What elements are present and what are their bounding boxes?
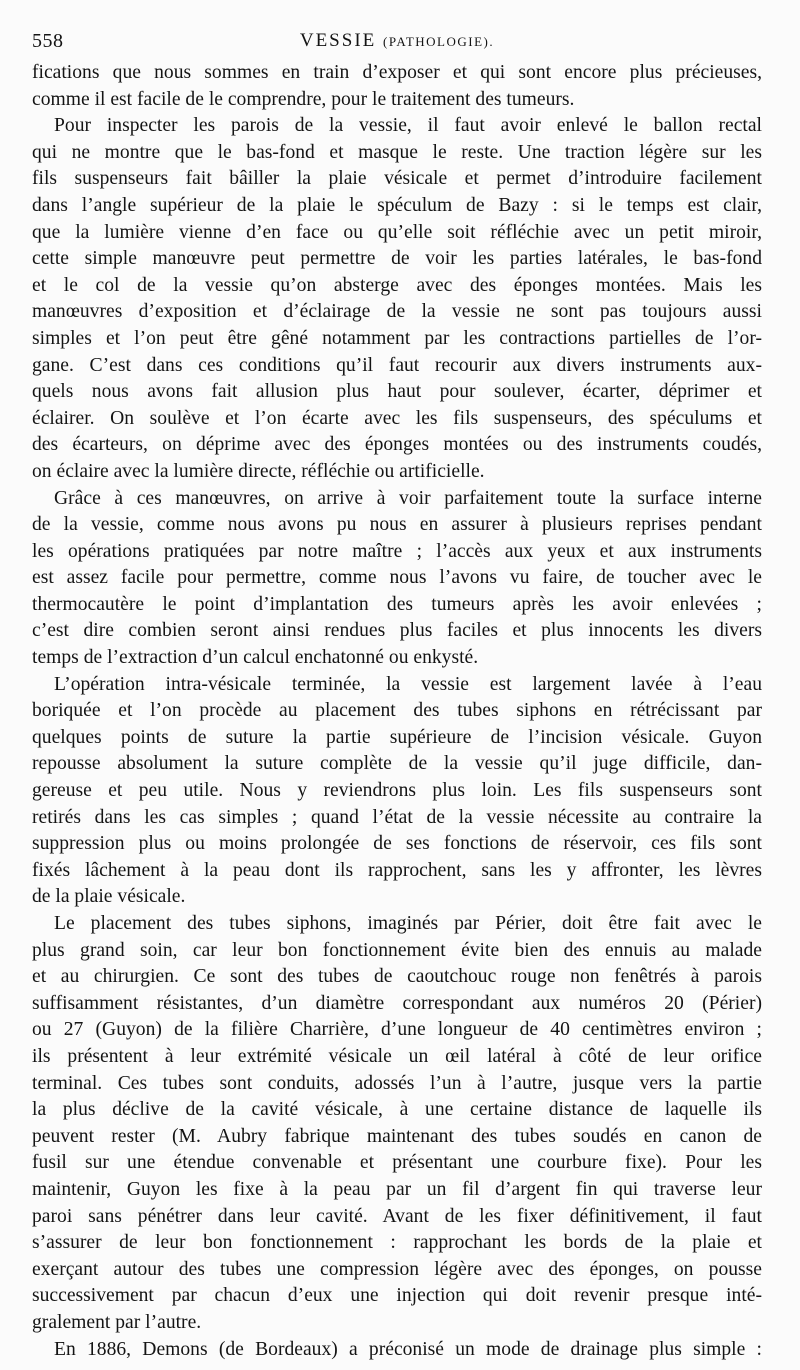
- text-line: terminal. Ces tubes sont conduits, adossés l’un à l’autre, jusque vers la partie: [32, 1072, 762, 1094]
- text-line: fils suspenseurs fait bâiller la plaie vésicale et permet d’introduire facilement: [32, 168, 762, 190]
- text-line: paroi sans pénétrer dans leur cavité. Avant de les fixer définitivement, il faut: [32, 1205, 762, 1227]
- text-line: successivement par chacun d’eux une injection qui doit revenir presque inté-: [32, 1285, 762, 1307]
- text-line: plus grand soin, car leur bon fonctionnement évite bien des ennuis au malade: [32, 939, 762, 961]
- text-line: fications que nous sommes en train d’exposer et qui sont encore plus précieuses,: [32, 62, 762, 83]
- paragraph-first-line: L’opération intra-vésicale terminée, la vessie est largement lavée à l’eau: [54, 673, 762, 695]
- text-line: cette simple manœuvre peut permettre de voir les parties latérales, le bas-fond: [32, 248, 762, 270]
- text-line: suppression plus ou moins prolongée de ses fonctions de réservoir, ces fils sont: [32, 833, 762, 855]
- text-line: des écarteurs, on déprime avec des éponges montées ou des instruments coudés,: [32, 434, 762, 456]
- paragraph-first-line: Le placement des tubes siphons, imaginés par Périer, doit être fait avec le: [54, 913, 762, 934]
- text-line: temps de l’extraction d’un calcul enchatonné ou enkysté.: [32, 647, 479, 669]
- text-line: maintenir, Guyon les fixe à la peau par un fil d’argent fin qui traverse leur: [32, 1178, 762, 1200]
- text-line: s’assurer de leur bon fonctionnement : rapprochant les bords de la plaie et: [32, 1232, 762, 1254]
- running-head-subtitle: (PATHOLOGIE).: [383, 34, 495, 49]
- text-line: gane. C’est dans ces conditions qu’il faut recourir aux divers instruments aux-: [32, 354, 762, 376]
- text-line: que la lumière vienne d’en face ou qu’elle soit réfléchie avec un petit miroir,: [32, 221, 762, 243]
- body-text: [32, 60, 762, 1363]
- running-head-title: VESSIE: [299, 30, 377, 51]
- paragraph-first-line: Pour inspecter les parois de la vessie, il faut avoir enlevé le ballon rectal: [54, 115, 762, 137]
- paragraph-first-line: En 1886, Demons (de Bordeaux) a préconisé un mode de drainage plus simple :: [54, 1338, 762, 1360]
- text-line: qui ne montre que le bas-fond et masque le reste. Une traction légère sur les: [32, 141, 762, 163]
- text-line: de la vessie, comme nous avons pu nous en assurer à plusieurs reprises pendant: [32, 514, 762, 536]
- text-line: les opérations pratiquées par notre maître ; l’accès aux yeux et aux instruments: [32, 540, 762, 562]
- text-line: c’est dire combien seront ainsi rendues plus faciles et plus innocents les divers: [32, 620, 762, 642]
- text-line: de la plaie vésicale.: [32, 886, 186, 908]
- text-line: la plus déclive de la cavité vésicale, à une certaine distance de laquelle ils: [32, 1099, 762, 1121]
- book-page: [32, 0, 762, 1370]
- text-line: ou 27 (Guyon) de la filière Charrière, d’une longueur de 40 centimètres environ ;: [32, 1019, 762, 1041]
- text-line: boriquée et l’on procède au placement des tubes siphons en rétrécissant par: [32, 700, 762, 722]
- text-line: est assez facile pour permettre, comme nous l’avons vu faire, de toucher avec le: [32, 567, 762, 589]
- text-line: éclairer. On soulève et l’on écarte avec les fils suspenseurs, des spéculums et: [32, 407, 762, 429]
- page-header: [32, 30, 762, 56]
- text-line: on éclaire avec la lumière directe, réfléchie ou artificielle.: [32, 460, 485, 482]
- text-line: gralement par l’autre.: [32, 1311, 202, 1333]
- text-line: exerçant autour des tubes une compression légère avec des éponges, on pousse: [32, 1258, 762, 1280]
- text-line: peuvent rester (M. Aubry fabrique maintenant des tubes soudés en canon de: [32, 1125, 762, 1147]
- page-number: 558: [32, 30, 64, 52]
- text-line: quelques points de suture la partie supérieure de l’incision vésicale. Guyon: [32, 726, 762, 748]
- text-line: fusil sur une étendue convenable et présentant une courbure fixe). Pour les: [32, 1152, 762, 1174]
- text-line: retirés dans les cas simples ; quand l’état de la vessie nécessite au contraire la: [32, 806, 762, 828]
- text-line: comme il est facile de le comprendre, pour le traitement des tumeurs.: [32, 88, 575, 110]
- text-line: dans l’angle supérieur de la plaie le spéculum de Bazy : si le temps est clair,: [32, 194, 762, 216]
- text-line: fixés lâchement à la peau dont ils rapprochent, sans les y affronter, les lèvres: [32, 859, 762, 881]
- text-line: thermocautère le point d’implantation des tumeurs après les avoir enlevées ;: [32, 593, 762, 615]
- text-line: suffisamment résistantes, d’un diamètre correspondant aux numéros 20 (Périer): [32, 992, 762, 1014]
- running-head: [32, 30, 762, 52]
- text-line: repousse absolument la suture complète de la vessie qu’il juge difficile, dan-: [32, 753, 762, 775]
- text-line: quels nous avons fait allusion plus haut pour soulever, écarter, déprimer et: [32, 381, 762, 403]
- paragraph-first-line: Grâce à ces manœuvres, on arrive à voir parfaitement toute la surface interne: [54, 487, 762, 509]
- text-line: et le col de la vessie qu’on absterge avec des éponges montées. Mais les: [32, 274, 762, 296]
- text-line: gereuse et peu utile. Nous y reviendrons plus loin. Les fils suspenseurs sont: [32, 780, 762, 802]
- text-line: ils présentent à leur extrémité vésicale un œil latéral à côté de leur orifice: [32, 1045, 762, 1067]
- text-line: et au chirurgien. Ce sont des tubes de caoutchouc rouge non fenêtrés à parois: [32, 966, 762, 988]
- text-line: simples et l’on peut être gêné notamment par les contractions partielles de l’or-: [32, 327, 762, 349]
- text-line: manœuvres d’exposition et d’éclairage de la vessie ne sont pas toujours aussi: [32, 301, 762, 323]
